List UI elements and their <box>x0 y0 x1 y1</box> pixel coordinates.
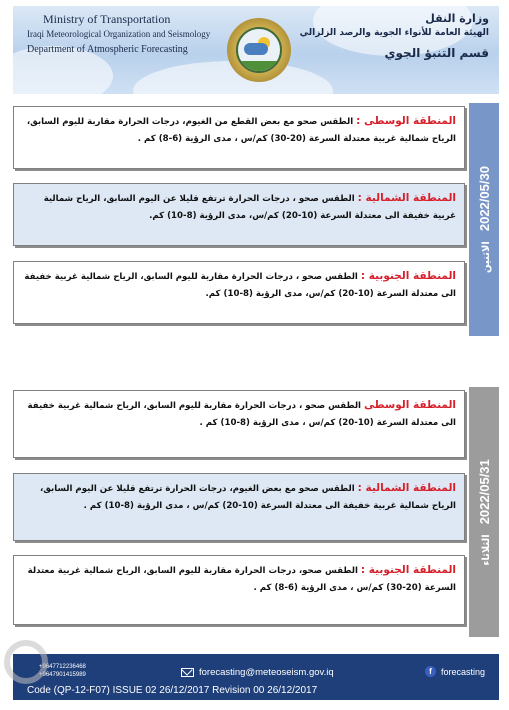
forecast-entry-northern <box>13 183 465 246</box>
facebook-link[interactable] <box>425 666 485 677</box>
organization-name-ar: الهيئة العامة للأنواء الجوية والرصد الزلزالي <box>299 28 489 38</box>
forecast-text: الطقس صحو ، درجات الحرارة ترتفع قليلا عن اليوم السابق، الرياح شمالية غربية خفيفة الى معتدلة السرعة (10-20) كم/س، مدى الرؤية (8-10) كم. <box>43 194 456 221</box>
page-footer <box>13 654 499 700</box>
date-bar <box>469 103 499 336</box>
forecast-entry-southern <box>13 261 465 324</box>
forecast-text: الطقس صحو، درجات الحرارة مقاربة لليوم السابق، الرياح شمالية غربية معتدلة السرعة (20-30) كم/س ، مدى الرؤية (6-8) كم . <box>27 566 456 593</box>
region-label: المنطقة الشمالية : <box>357 482 456 494</box>
forecast-entry-central <box>13 106 465 169</box>
day-forecast-block <box>13 103 499 336</box>
forecast-text: الطقس صحو ، درجات الحرارة مقاربة لليوم السابق، الرياح شمالية غربية خفيفة الى معتدلة السرعة (10-20) كم/س ، مدى الرؤية (8-10) كم . <box>27 401 456 428</box>
forecast-text: الطقس صحو مع بعض القطع من الغيوم، درجات الحرارة مقاربة لليوم السابق، الرياح شمالية غربية معتدلة السرعة (20-30) كم/س ، مدى الرؤية (6-8) كم . <box>26 117 456 144</box>
region-label: المنطقة الوسطى : <box>356 115 456 127</box>
organization-logo <box>227 18 291 82</box>
email-address: forecasting@meteoseism.gov.iq <box>199 667 334 678</box>
department-name-ar: قسم التنبؤ الجوي <box>384 46 489 60</box>
weather-emblem-icon <box>236 27 282 73</box>
forecast-entry-southern <box>13 555 465 625</box>
facebook-icon: f <box>425 666 436 677</box>
region-label: المنطقة الجنوبية : <box>360 564 456 576</box>
forecast-entry-central <box>13 390 465 458</box>
forecast-text: الطقس صحو ، درجات الحرارة مقاربة لليوم السابق، الرياح شمالية غربية خفيفة الى معتدلة السرعة (10-20) كم/س، مدى الرؤية (8-10) كم. <box>24 272 456 299</box>
region-label: المنطقة الوسطى <box>364 399 456 411</box>
document-code: Code (QP-12-F07) ISSUE 02 26/12/2017 Revision 00 26/12/2017 <box>27 685 318 696</box>
weekday-label: الثلاثاء <box>480 533 492 566</box>
ministry-name-ar: وزارة النقل <box>425 12 489 25</box>
phone-number: +9647901415989 <box>39 672 86 678</box>
day-forecast-block <box>13 387 499 637</box>
ministry-name-en: Ministry of Transportation <box>43 12 171 26</box>
page-header <box>13 6 499 94</box>
envelope-icon <box>181 668 194 677</box>
date-bar <box>469 387 499 637</box>
contact-email[interactable] <box>181 667 334 678</box>
phone-number: +9647712236468 <box>39 664 86 670</box>
facebook-handle: forecasting <box>440 666 485 677</box>
organization-name-en: Iraqi Meteorological Organization and Seismology <box>27 29 211 39</box>
watermark-logo <box>4 640 48 684</box>
department-name-en: Department of Atmospheric Forecasting <box>27 44 188 55</box>
date-label: 2022/05/30 <box>476 166 492 232</box>
region-label: المنطقة الجنوبية : <box>360 270 456 282</box>
forecast-text: الطقس صحو مع بعض الغيوم، درجات الحرارة ترتفع قليلا عن اليوم السابق، الرياح شمالية غربية خفيفة الى معتدلة السرعة (10-20) كم/س ، مدى الرؤية (8-10) كم . <box>40 484 456 511</box>
region-label: المنطقة الشمالية : <box>357 192 456 204</box>
weekday-label: الاثنين <box>480 241 492 273</box>
date-label: 2022/05/31 <box>476 458 492 524</box>
forecast-entry-northern <box>13 473 465 541</box>
